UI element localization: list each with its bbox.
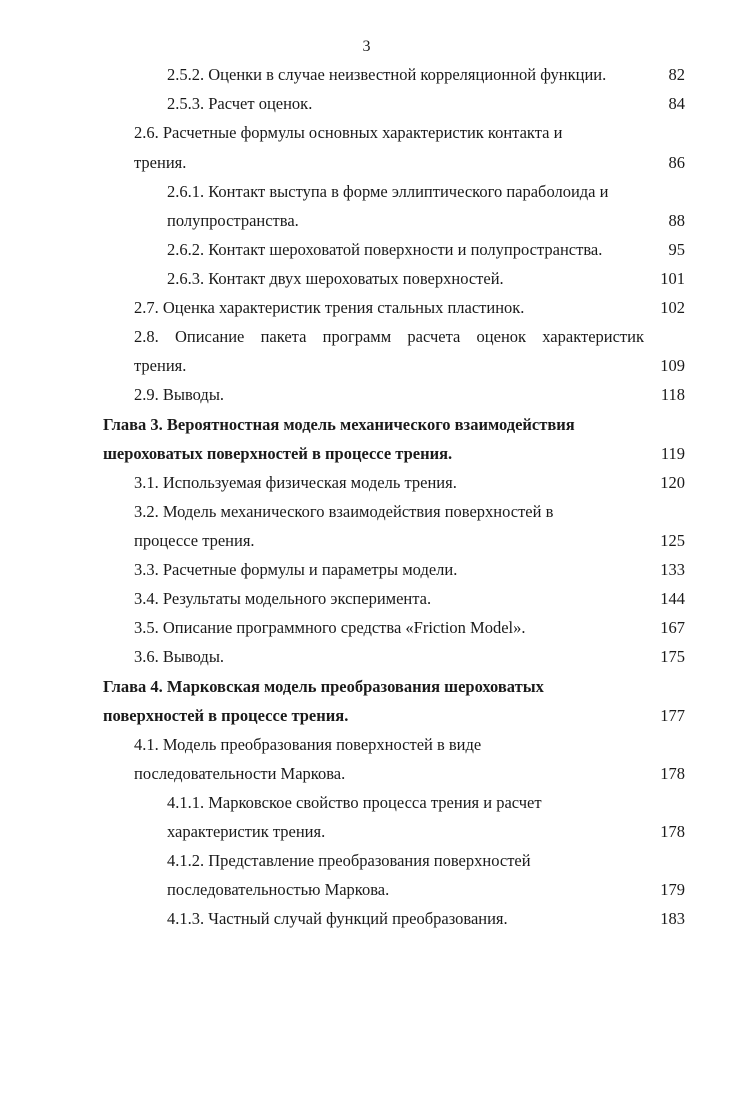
toc-entry-page: 144 xyxy=(660,589,685,608)
toc-entry-page: 125 xyxy=(660,531,685,550)
toc-entry xyxy=(0,384,733,406)
toc-entry xyxy=(0,268,733,290)
toc-entry xyxy=(0,646,733,668)
toc-entry-text: 3.5. Описание программного средства «Friction Model». xyxy=(134,618,526,637)
toc-entry-page: 109 xyxy=(660,356,685,375)
toc-entry-page: 178 xyxy=(660,822,685,841)
toc-entry-text: 3.3. Расчетные формулы и параметры модели. xyxy=(134,560,458,579)
toc-entry-page: 102 xyxy=(660,298,685,317)
toc-entry xyxy=(0,530,733,552)
toc-entry xyxy=(0,879,733,901)
toc-entry xyxy=(0,239,733,261)
toc-entry-page: 167 xyxy=(660,618,685,637)
toc-entry xyxy=(0,93,733,115)
toc-chapter-page: 119 xyxy=(660,444,685,463)
toc-entry-page: 120 xyxy=(660,473,685,492)
toc-entry-page: 118 xyxy=(660,385,685,404)
toc-entry-text: 2.8. Описание пакета программ расчета оценок характеристик xyxy=(134,327,644,346)
toc-entry-text: 4.1.1. Марковское свойство процесса трения и расчет xyxy=(167,793,542,812)
toc-entry-text: 2.6. Расчетные формулы основных характеристик контакта и xyxy=(134,123,563,142)
toc-entry-text: 4.1. Модель преобразования поверхностей в виде xyxy=(134,735,482,754)
toc-entry xyxy=(0,501,733,523)
toc-entry-text: полупространства. xyxy=(167,211,299,230)
toc-entry-page: 95 xyxy=(668,240,685,259)
toc-entry-text: характеристик трения. xyxy=(167,822,326,841)
toc-entry-text: 3.6. Выводы. xyxy=(134,647,225,666)
toc-entry xyxy=(0,472,733,494)
toc-entry-page: 183 xyxy=(660,909,685,928)
toc-chapter xyxy=(0,705,733,727)
toc-entry-text: 4.1.2. Представление преобразования поверхностей xyxy=(167,851,531,870)
toc-chapter xyxy=(0,414,733,436)
toc-entry-text: процессе трения. xyxy=(134,531,255,550)
toc-entry xyxy=(0,617,733,639)
toc-entry xyxy=(0,763,733,785)
page-number: 3 xyxy=(362,38,371,55)
toc-entry xyxy=(0,821,733,843)
toc-entry-text: 4.1.3. Частный случай функций преобразования. xyxy=(167,909,508,928)
toc-entry xyxy=(0,64,733,86)
toc-entry xyxy=(0,326,733,348)
toc-entry xyxy=(0,908,733,930)
toc-entry-text: трения. xyxy=(134,356,187,375)
toc-entry-page: 101 xyxy=(660,269,685,288)
toc-chapter xyxy=(0,443,733,465)
toc-entry-page: 86 xyxy=(668,153,685,172)
toc-entry-text: 2.5.2. Оценки в случае неизвестной корреляционной функции. xyxy=(167,65,607,84)
toc-entry-text: 2.7. Оценка характеристик трения стальных пластинок. xyxy=(134,298,525,317)
toc-entry-text: трения. xyxy=(134,153,187,172)
toc-chapter-title: поверхностей в процессе трения. xyxy=(103,706,349,725)
toc-entry xyxy=(0,210,733,232)
toc-entry-text: 2.6.3. Контакт двух шероховатых поверхностей. xyxy=(167,269,504,288)
toc-entry-page: 175 xyxy=(660,647,685,666)
toc-entry-text: 3.1. Используемая физическая модель трения. xyxy=(134,473,457,492)
toc-entry-page: 88 xyxy=(668,211,685,230)
toc-entry-text: последовательности Маркова. xyxy=(134,764,346,783)
toc-entry xyxy=(0,792,733,814)
toc-entry xyxy=(0,122,733,144)
toc-entry xyxy=(0,850,733,872)
toc-entry-text: 2.5.3. Расчет оценок. xyxy=(167,94,313,113)
toc-entry-text: 2.6.1. Контакт выступа в форме эллиптического параболоида и xyxy=(167,182,609,201)
toc-chapter-title: Глава 3. Вероятностная модель механического взаимодействия xyxy=(103,415,575,434)
toc-entry-text: 3.2. Модель механического взаимодействия поверхностей в xyxy=(134,502,554,521)
toc-entry xyxy=(0,734,733,756)
toc-entry-page: 133 xyxy=(660,560,685,579)
toc-entry xyxy=(0,588,733,610)
toc-chapter-page: 177 xyxy=(660,706,685,725)
toc-entry-text: 2.6.2. Контакт шероховатой поверхности и полупространства. xyxy=(167,240,603,259)
toc-chapter-title: Глава 4. Марковская модель преобразования шероховатых xyxy=(103,677,544,696)
toc-entry xyxy=(0,355,733,377)
toc-entry-page: 178 xyxy=(660,764,685,783)
toc-entry-text: последовательностью Маркова. xyxy=(167,880,390,899)
toc-entry xyxy=(0,297,733,319)
toc-entry-text: 2.9. Выводы. xyxy=(134,385,225,404)
toc-chapter xyxy=(0,676,733,698)
toc-entry-text: 3.4. Результаты модельного эксперимента. xyxy=(134,589,432,608)
toc-entry xyxy=(0,559,733,581)
toc-entry-page: 84 xyxy=(668,94,685,113)
toc-chapter-title: шероховатых поверхностей в процессе трения. xyxy=(103,444,453,463)
toc-entry-page: 82 xyxy=(668,65,685,84)
toc-entry xyxy=(0,181,733,203)
toc-entry xyxy=(0,152,733,174)
toc-entry-page: 179 xyxy=(660,880,685,899)
